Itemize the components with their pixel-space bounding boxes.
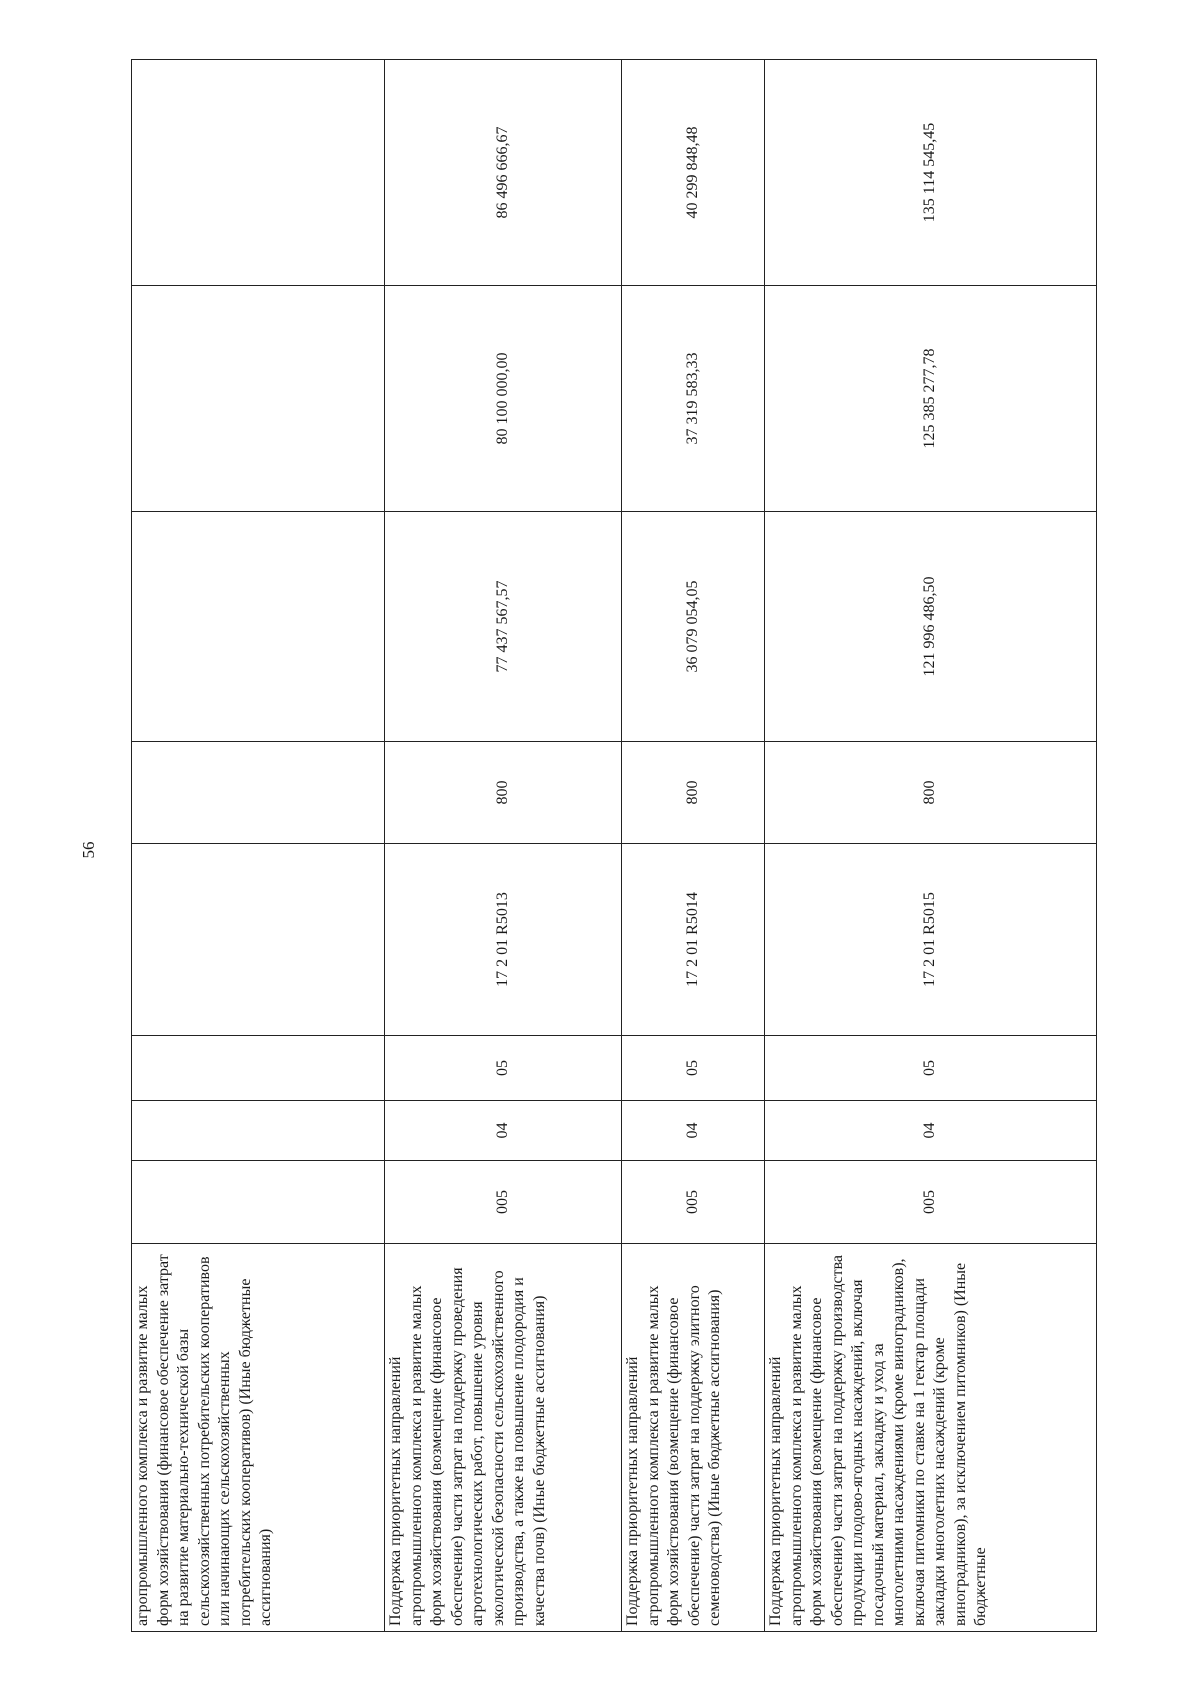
target-article-cell: 17 2 01 R5013 [385,844,622,1036]
target-article-cell: 17 2 01 R5015 [765,844,1097,1036]
table-row [765,60,1097,1632]
code-cell: 04 [765,1101,1097,1161]
table-row [622,60,765,1632]
row-description: Поддержка приоритетных направлений агропромышленного комплекса и развитие малых форм хозяйствования (возмещение (финансовое обеспечение) части затрат на поддержку проведения агротехнологических работ, повышение уровня экологической безопасности сельскохозяйственного производства, а также на повышение плодородия и качества почв) (Иные бюджетные ассигнования) [385,1244,622,1632]
expense-type-cell: 800 [385,742,622,844]
expense-type-cell: 800 [765,742,1097,844]
code-cell: 04 [385,1101,622,1161]
code-cell: 05 [622,1036,765,1101]
code-cell [132,1161,385,1244]
code-cell: 005 [622,1161,765,1244]
target-article-cell: 17 2 01 R5014 [622,844,765,1036]
row-description: Поддержка приоритетных направлений агропромышленного комплекса и развитие малых форм хозяйствования (возмещение (финансовое обеспечение) части затрат на поддержку производства продукции плодово-ягодных насаждений, включая посадочный материал, закладку и уход за многолетними насаждениями (кроме виноградников), включая питомники по ставке на 1 гектар площади закладки многолетних насаждений (кроме виноградников), за исключением питомников) (Иные бюджетные [765,1244,1097,1632]
code-cell: 05 [765,1036,1097,1101]
amount-cell: 125 385 277,78 [765,286,1097,512]
code-cell [132,1101,385,1161]
amount-cell: 135 114 545,45 [765,60,1097,286]
page-number: 56 [79,841,98,859]
code-cell [132,1036,385,1101]
code-cell: 04 [622,1101,765,1161]
amount-cell: 121 996 486,50 [765,512,1097,742]
amount-cell: 86 496 666,67 [385,60,622,286]
expense-type-cell [132,742,385,844]
amount-cell [132,286,385,512]
expense-type-cell: 800 [622,742,765,844]
table-row [385,60,622,1632]
rotated-table-container [131,60,1096,1632]
amount-cell: 36 079 054,05 [622,512,765,742]
amount-cell: 37 319 583,33 [622,286,765,512]
amount-cell: 40 299 848,48 [622,60,765,286]
code-cell: 005 [385,1161,622,1244]
table-row [132,60,385,1632]
budget-table [131,59,1097,1632]
amount-cell: 80 100 000,00 [385,286,622,512]
amount-cell [132,60,385,286]
amount-cell: 77 437 567,57 [385,512,622,742]
code-cell: 005 [765,1161,1097,1244]
code-cell: 05 [385,1036,622,1101]
amount-cell [132,512,385,742]
row-description: агропромышленного комплекса и развитие малых форм хозяйствования (финансовое обеспечение затрат на развитие материально-технической базы сельскохозяйственных потребительских кооперативов или начинающих сельскохозяйственных потребительских кооперативов) (Иные бюджетные ассигнования) [132,1244,385,1632]
row-description: Поддержка приоритетных направлений агропромышленного комплекса и развитие малых форм хозяйствования (возмещение (финансовое обеспечение) части затрат на поддержку элитного семеноводства) (Иные бюджетные ассигнования) [622,1244,765,1632]
target-article-cell [132,844,385,1036]
